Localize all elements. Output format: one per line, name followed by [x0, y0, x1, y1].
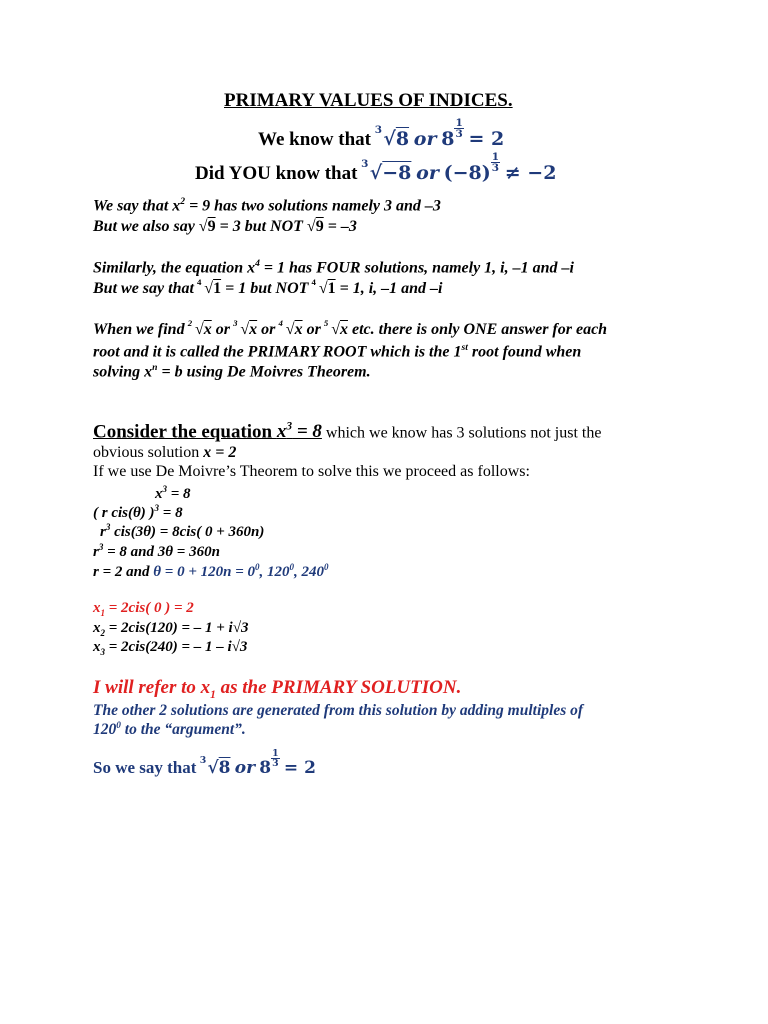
- other-solutions-line1: The other 2 solutions are generated from this solution by adding multiples of: [93, 702, 584, 719]
- para3-line2: root and it is called the PRIMARY ROOT which is the 1st root found when: [93, 342, 582, 361]
- solution-x2: $x_2 = 2cis(120)$ = – 1 + i√3: [93, 620, 249, 638]
- para3-line3: solving $x^n = b$ using De Moivres Theorem.: [93, 362, 371, 381]
- step-3: $r^3$ cis(3θ) = 8cis( 0 + 360n): [100, 522, 265, 540]
- consider-line2: obvious solution x = 2: [93, 444, 237, 461]
- primary-solution-statement: I will refer to $x_1$ as the PRIMARY SOLUTION.: [93, 677, 462, 701]
- consider-line3: If we use De Moivre’s Theorem to solve this we proceed as follows:: [93, 463, 530, 480]
- result: = 2: [468, 127, 505, 150]
- step-5: r = 2 and $\theta = 0 + 120n = 0^0$, $120^0$, $240^0$: [93, 562, 329, 580]
- root-index: 3: [374, 124, 382, 137]
- result: ≠ −2: [504, 161, 557, 184]
- or-word: or: [413, 127, 437, 150]
- cube-root-8: 3 √8: [374, 124, 410, 150]
- page-title: PRIMARY VALUES OF INDICES.: [224, 90, 513, 111]
- intro-know-line: [258, 118, 504, 151]
- para2-line1: Similarly, the equation $x^4 = 1$ has FOUR solutions, namely 1, i, –1 and –i: [93, 258, 574, 277]
- intro-did-line: [195, 152, 556, 185]
- para3-line1: When we find 2 √x or 3 √x or 4 √x or 5 √x etc. there is only ONE answer for each: [93, 317, 608, 338]
- step-4: $r^3 = 8$ and 3θ = 360n: [93, 542, 220, 560]
- cube-root-neg8: 3 √−8: [361, 158, 412, 184]
- did-prefix: Did YOU know that: [195, 162, 358, 184]
- other-solutions-line2: $120^0$ to the “argument”.: [93, 721, 246, 739]
- know-prefix: We know that: [258, 128, 371, 150]
- para1-line2: But we also say √9 = 3 but NOT √9 = –3: [93, 218, 357, 235]
- para2-line2: But we say that 4 √1 = 1 but NOT 4 √1 = 1, i, –1 and –i: [93, 276, 443, 297]
- solution-x1: $x_1 = 2cis$( 0 ) = 2: [93, 600, 194, 618]
- so-we-say-line: So we say that 3 √8 or 8 $\frac{1}{3}$ = 2: [93, 748, 316, 778]
- cube-root-8: 3 √8: [199, 754, 231, 778]
- radicand: −8: [382, 161, 412, 184]
- power-expression: 8 $\frac{1}{3}$: [441, 117, 463, 150]
- step-1: $x^3 = 8$: [155, 484, 191, 502]
- consider-heading: Consider the equation $x^3 = 8$ which we know has 3 solutions not just the: [93, 421, 602, 443]
- solution-x3: $x_3 = 2cis(240)$ = – 1 – i√3: [93, 639, 248, 657]
- root-index: 3: [361, 158, 369, 171]
- radicand: 8: [395, 127, 410, 150]
- step-2: ( r cis(θ) )$^3$ = 8: [93, 503, 183, 521]
- power-expression: (−8) $\frac{1}{3}$: [443, 151, 499, 184]
- or-word: or: [416, 161, 439, 184]
- para1-line1: We say that $x^2 = 9$ has two solutions namely 3 and –3: [93, 196, 441, 215]
